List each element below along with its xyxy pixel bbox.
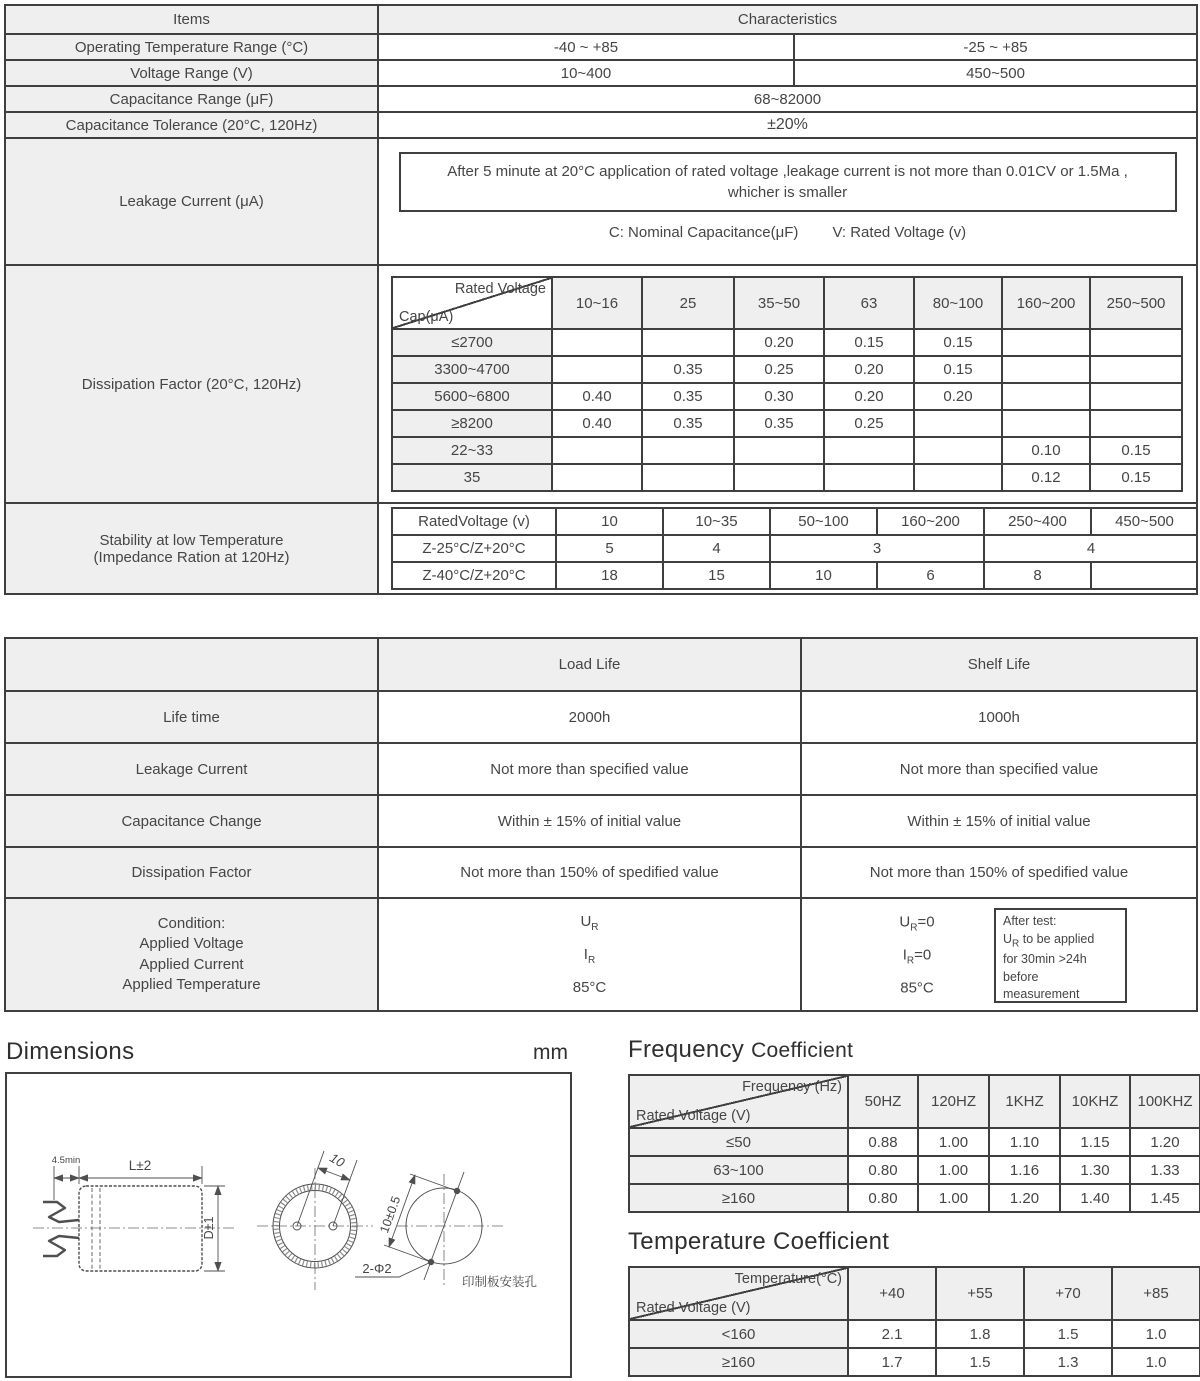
capacitor-drawing	[7, 1074, 570, 1376]
row-label-leakage-current-life: Leakage Current	[5, 743, 378, 795]
freq-value: 0.88	[848, 1128, 918, 1156]
row-label-operating-temperature: Operating Temperature Range (°C)	[5, 34, 378, 60]
freq-value: 1.00	[918, 1156, 989, 1184]
temp-data-row	[629, 1320, 1200, 1348]
df-value	[552, 464, 642, 491]
df-value	[914, 410, 1002, 437]
leakage-current-row	[5, 138, 1197, 265]
freq-value: 1.00	[918, 1128, 989, 1156]
df-value	[1002, 329, 1090, 356]
freq-col-header: 120HZ	[918, 1075, 989, 1128]
stability-value: 4	[663, 535, 770, 562]
voltage-range-high: 450~500	[794, 60, 1197, 86]
voltage-range-low: 10~400	[378, 60, 794, 86]
df-value: 0.15	[1090, 464, 1182, 491]
after-test-line: before	[1003, 969, 1039, 984]
df-value: 0.15	[914, 356, 1002, 383]
stability-table	[391, 507, 1197, 590]
stability-col-header: 50~100	[770, 508, 877, 535]
df-value	[552, 356, 642, 383]
temp-value: 1.5	[936, 1348, 1024, 1376]
spec-table	[4, 4, 1198, 595]
life-time-shelf-value: 1000h	[801, 691, 1197, 743]
dimensions-unit: mm	[533, 1041, 568, 1064]
freq-data-row	[629, 1156, 1200, 1184]
df-value: 0.40	[552, 383, 642, 410]
life-time-row	[5, 691, 1197, 743]
df-data-row	[392, 464, 1182, 491]
hole-size-label: 2-Φ2	[362, 1261, 392, 1276]
temp-value: 1.3	[1024, 1348, 1112, 1376]
stability-col-header: 10~35	[663, 508, 770, 535]
hole-pitch-label: 10±0.5	[377, 1194, 404, 1235]
df-value: 0.30	[734, 383, 824, 410]
df-value	[1002, 410, 1090, 437]
freq-voltage-range: ≤50	[629, 1128, 848, 1156]
df-value	[734, 464, 824, 491]
df-data-row	[392, 329, 1182, 356]
body-length-label: L±2	[128, 1158, 152, 1173]
temp-diagonal-header-cell	[629, 1267, 848, 1320]
stability-z25-row	[392, 535, 1197, 562]
df-value: 0.25	[824, 410, 914, 437]
df-value: 0.10	[1002, 437, 1090, 464]
freq-voltage-range: ≥160	[629, 1184, 848, 1212]
stability-value: 6	[877, 562, 984, 589]
stability-col-header: 160~200	[877, 508, 984, 535]
capacitor-side-view	[33, 1155, 237, 1271]
df-col-header: 80~100	[914, 277, 1002, 329]
stability-value: 8	[984, 562, 1091, 589]
df-diagonal-header-cell	[392, 277, 552, 329]
row-label-voltage-range: Voltage Range (V)	[5, 60, 378, 86]
df-cap-range: ≤2700	[392, 329, 552, 356]
freq-value: 1.10	[989, 1128, 1060, 1156]
dissipation-load-value: Not more than 150% of spedified value	[378, 847, 801, 898]
stability-cell	[378, 503, 1197, 594]
df-value	[642, 437, 734, 464]
freq-col-header: 1KHZ	[989, 1075, 1060, 1128]
applied-current-load: $I_R$	[583, 946, 596, 966]
life-header-row	[5, 638, 1197, 691]
df-value: 0.35	[642, 356, 734, 383]
df-value: 0.12	[1002, 464, 1090, 491]
dimensions-title: Dimensions	[6, 1038, 135, 1065]
df-value: 0.40	[552, 410, 642, 437]
applied-current-shelf: $I_R=0$	[902, 946, 932, 966]
freq-data-row	[629, 1184, 1200, 1212]
row-label-capacitance-range: Capacitance Range (μF)	[5, 86, 378, 112]
df-value	[914, 437, 1002, 464]
df-value: 0.35	[734, 410, 824, 437]
freq-value: 0.80	[848, 1156, 918, 1184]
df-header-row	[392, 277, 1182, 329]
temp-voltage-range: ≥160	[629, 1348, 848, 1376]
df-cap-range: 5600~6800	[392, 383, 552, 410]
after-test-line: $U_R$ to be applied	[1003, 931, 1095, 949]
df-col-header: 25	[642, 277, 734, 329]
row-label-capacitance-tolerance: Capacitance Tolerance (20°C, 120Hz)	[5, 112, 378, 138]
after-test-line: for 30min >24h	[1003, 952, 1087, 966]
freq-header-row	[629, 1075, 1200, 1128]
freq-col-header: 100KHZ	[1130, 1075, 1200, 1128]
df-value: 0.20	[824, 383, 914, 410]
df-col-header: 160~200	[1002, 277, 1090, 329]
capacitance-change-shelf-value: Within ± 15% of initial value	[801, 795, 1197, 847]
row-label-dissipation-factor: Dissipation Factor (20°C, 120Hz)	[5, 265, 378, 503]
shelf-life-header-cell: Shelf Life	[801, 638, 1197, 691]
df-diag-top-label: Rated Voltage	[454, 281, 546, 297]
leakage-current-life-row	[5, 743, 1197, 795]
applied-temperature-shelf: 85°C	[900, 979, 934, 996]
df-data-row	[392, 437, 1182, 464]
df-col-header: 35~50	[734, 277, 824, 329]
temp-col-header: +55	[936, 1267, 1024, 1320]
df-value	[552, 437, 642, 464]
df-value: 0.15	[1090, 437, 1182, 464]
row-label-leakage-current: Leakage Current (μA)	[5, 138, 378, 265]
df-value	[642, 464, 734, 491]
leakage-legend-c: C: Nominal Capacitance(μF)	[608, 224, 799, 241]
capacitance-tolerance-value: ±20%	[378, 112, 1197, 138]
after-test-note-box	[994, 908, 1127, 1003]
capacitor-bottom-view	[257, 1150, 373, 1290]
stability-value: 5	[556, 535, 663, 562]
after-test-line: measurement	[1003, 987, 1080, 1001]
stability-z40-row	[392, 562, 1197, 589]
capacitance-change-load-value: Within ± 15% of initial value	[378, 795, 801, 847]
temp-diag-top-label: Temperature(°C)	[734, 1271, 842, 1287]
df-value: 0.20	[914, 383, 1002, 410]
capacitance-tolerance-row	[5, 112, 1197, 138]
df-value	[914, 464, 1002, 491]
stability-value: 4	[984, 535, 1197, 562]
operating-temperature-high-range: -25 ~ +85	[794, 34, 1197, 60]
df-value	[1090, 329, 1182, 356]
df-value: 0.20	[824, 356, 914, 383]
lead-length-label: 4.5min	[51, 1155, 81, 1166]
leakage-current-cell	[378, 138, 1197, 265]
operating-temperature-low-range: -40 ~ +85	[378, 34, 794, 60]
freq-value: 1.16	[989, 1156, 1060, 1184]
leakage-load-value: Not more than specified value	[378, 743, 801, 795]
temp-diag-bottom-label: Rated Voltage (V)	[636, 1300, 751, 1316]
temp-value: 2.1	[848, 1320, 936, 1348]
life-header-empty-cell	[5, 638, 378, 691]
df-value	[1090, 410, 1182, 437]
condition-line: Condition:	[157, 914, 226, 932]
temperature-coefficient-title: Temperature Coefficient	[628, 1228, 890, 1255]
voltage-range-row	[5, 60, 1197, 86]
df-cap-range: 35	[392, 464, 552, 491]
temp-data-row	[629, 1348, 1200, 1376]
freq-col-header: 10KHZ	[1060, 1075, 1130, 1128]
freq-diagonal-header-cell	[629, 1075, 848, 1128]
after-test-line: After test:	[1003, 914, 1057, 928]
row-label-stability	[5, 503, 378, 594]
temp-value: 1.8	[936, 1320, 1024, 1348]
stability-header-row	[392, 508, 1197, 535]
freq-value: 1.33	[1130, 1156, 1200, 1184]
condition-row	[5, 898, 1197, 1011]
freq-value: 1.20	[989, 1184, 1060, 1212]
df-diag-bottom-label: Cap(μA)	[399, 309, 454, 325]
stability-label-line1: Stability at low Temperature	[99, 531, 284, 549]
freq-data-row	[629, 1128, 1200, 1156]
df-value	[1002, 383, 1090, 410]
df-value	[1090, 356, 1182, 383]
temperature-coefficient-table	[628, 1266, 1200, 1377]
freq-value: 0.80	[848, 1184, 918, 1212]
leakage-legend-v: V: Rated Voltage (v)	[832, 224, 967, 241]
df-value	[734, 437, 824, 464]
df-value	[642, 329, 734, 356]
spec-header-row	[5, 5, 1197, 34]
capacitance-range-value: 68~82000	[378, 86, 1197, 112]
df-value: 0.35	[642, 383, 734, 410]
freq-value: 1.45	[1130, 1184, 1200, 1212]
df-data-row	[392, 383, 1182, 410]
dissipation-factor-row	[5, 265, 1197, 503]
df-cap-range: 3300~4700	[392, 356, 552, 383]
row-label-dissipation-factor-life: Dissipation Factor	[5, 847, 378, 898]
dissipation-factor-table	[391, 276, 1183, 492]
frequency-coefficient-table	[628, 1074, 1200, 1213]
freq-value: 1.00	[918, 1184, 989, 1212]
condition-load-cell	[378, 898, 801, 1011]
condition-line: Applied Voltage	[139, 935, 244, 952]
stability-value	[1091, 562, 1197, 589]
df-col-header: 250~500	[1090, 277, 1182, 329]
df-value	[824, 437, 914, 464]
characteristics-header-cell: Characteristics	[378, 5, 1197, 34]
stability-row-label: Z-40°C/Z+20°C	[392, 562, 556, 589]
df-data-row	[392, 410, 1182, 437]
freq-voltage-range: 63~100	[629, 1156, 848, 1184]
stability-value: 18	[556, 562, 663, 589]
stability-col-header: 450~500	[1091, 508, 1197, 535]
dissipation-factor-cell	[378, 265, 1197, 503]
mounting-hole-view	[355, 1172, 538, 1289]
temp-value: 1.7	[848, 1348, 936, 1376]
diameter-label: D±1	[202, 1216, 216, 1240]
dimensions-drawing-box	[5, 1072, 572, 1378]
df-col-header: 63	[824, 277, 914, 329]
df-value	[824, 464, 914, 491]
df-value	[1002, 356, 1090, 383]
df-value	[1090, 383, 1182, 410]
load-life-header-cell: Load Life	[378, 638, 801, 691]
temp-voltage-range: <160	[629, 1320, 848, 1348]
condition-line: Applied Current	[139, 955, 244, 973]
temp-header-row	[629, 1267, 1200, 1320]
condition-shelf-values	[857, 908, 977, 1001]
stability-row	[5, 503, 1197, 594]
lead-pitch-label: 10	[327, 1149, 348, 1171]
applied-voltage-shelf: $U_R=0$	[899, 913, 935, 933]
df-col-header: 10~16	[552, 277, 642, 329]
row-label-life-time: Life time	[5, 691, 378, 743]
temp-value: 1.0	[1112, 1320, 1200, 1348]
leakage-note-line1: After 5 minute at 20°C application of rated voltage ,leakage current is not more than 0.01CV or 1.5Ma ,	[447, 163, 1128, 180]
dissipation-factor-life-row	[5, 847, 1197, 898]
temp-col-header: +70	[1024, 1267, 1112, 1320]
leakage-current-note-box	[399, 152, 1177, 212]
row-label-capacitance-change: Capacitance Change	[5, 795, 378, 847]
stability-value: 3	[770, 535, 984, 562]
temp-value: 1.5	[1024, 1320, 1112, 1348]
operating-temperature-row	[5, 34, 1197, 60]
condition-shelf-cell	[801, 898, 1197, 1011]
freq-value: 1.20	[1130, 1128, 1200, 1156]
df-value: 0.15	[824, 329, 914, 356]
freq-diag-bottom-label: Rated Voltage (V)	[636, 1108, 751, 1124]
frequency-coefficient-title: Frequency Coefficient	[628, 1036, 854, 1063]
stability-value: 15	[663, 562, 770, 589]
capacitance-range-row	[5, 86, 1197, 112]
row-label-condition	[5, 898, 378, 1011]
leakage-note-line2: whicher is smaller	[727, 184, 848, 201]
mounting-hole-note: 印制板安装孔	[462, 1275, 538, 1289]
life-table	[4, 637, 1198, 1012]
dissipation-shelf-value: Not more than 150% of spedified value	[801, 847, 1197, 898]
stability-value: 10	[770, 562, 877, 589]
temp-col-header: +85	[1112, 1267, 1200, 1320]
df-value: 0.25	[734, 356, 824, 383]
stability-col-header: 250~400	[984, 508, 1091, 535]
leakage-legend	[379, 224, 1196, 241]
items-header-cell: Items	[5, 5, 378, 34]
life-time-load-value: 2000h	[378, 691, 801, 743]
freq-col-header: 50HZ	[848, 1075, 918, 1128]
df-value: 0.35	[642, 410, 734, 437]
applied-voltage-load: $U_R$	[580, 913, 599, 933]
condition-line: Applied Temperature	[122, 976, 261, 993]
df-data-row	[392, 356, 1182, 383]
freq-value: 1.30	[1060, 1156, 1130, 1184]
df-value	[552, 329, 642, 356]
applied-temperature-load: 85°C	[572, 979, 607, 996]
df-cap-range: ≥8200	[392, 410, 552, 437]
temp-col-header: +40	[848, 1267, 936, 1320]
df-cap-range: 22~33	[392, 437, 552, 464]
df-value: 0.20	[734, 329, 824, 356]
temp-value: 1.0	[1112, 1348, 1200, 1376]
df-value: 0.15	[914, 329, 1002, 356]
leakage-shelf-value: Not more than specified value	[801, 743, 1197, 795]
freq-diag-top-label: Frequency (Hz)	[742, 1079, 842, 1095]
stability-label-line2: (Impedance Ration at 120Hz)	[93, 548, 290, 566]
freq-value: 1.15	[1060, 1128, 1130, 1156]
stability-row-label: Z-25°C/Z+20°C	[392, 535, 556, 562]
freq-value: 1.40	[1060, 1184, 1130, 1212]
stability-col-header: 10	[556, 508, 663, 535]
capacitance-change-row	[5, 795, 1197, 847]
stability-col-header: RatedVoltage (v)	[392, 508, 556, 535]
